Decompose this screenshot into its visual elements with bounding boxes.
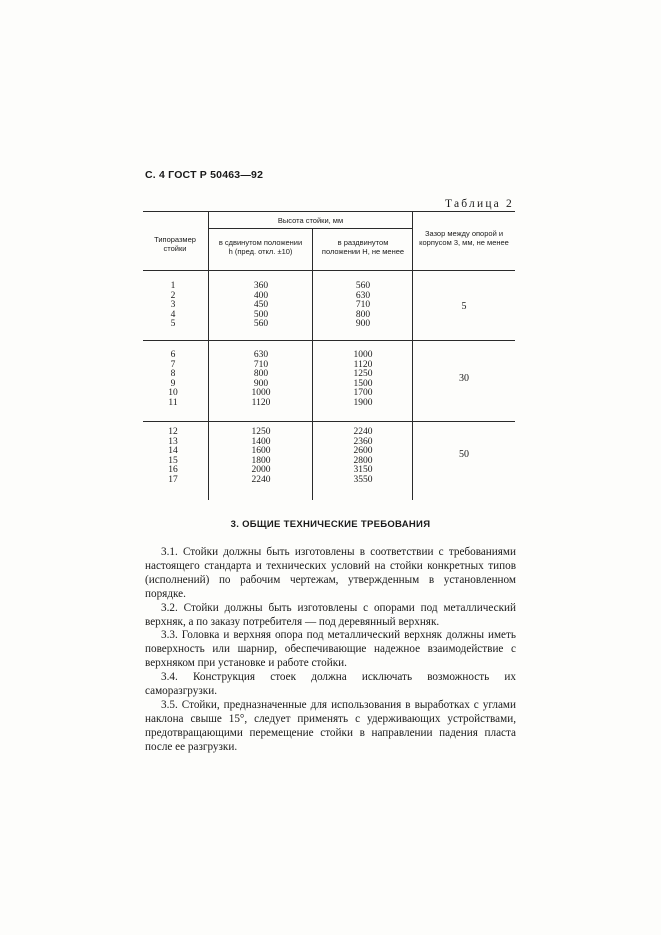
h-cell: 1250 <box>251 427 271 437</box>
group-1-gap: 5 <box>461 301 467 312</box>
H-cell: 3550 <box>353 474 373 485</box>
size-cell: 2 <box>170 290 176 301</box>
size-cell: 1 <box>170 281 176 291</box>
data-table <box>143 211 515 503</box>
H-cell: 1900 <box>353 397 373 408</box>
size-cell: 6 <box>170 350 176 360</box>
h-cell: 1000 <box>251 388 271 398</box>
h-cell: 1400 <box>251 436 271 447</box>
table-top-rule <box>143 211 515 212</box>
size-cell: 15 <box>168 455 178 466</box>
size-cell: 5 <box>170 319 176 329</box>
h-cell: 1800 <box>251 455 271 466</box>
size-cell: 9 <box>170 378 176 389</box>
H-cell: 710 <box>355 300 371 310</box>
paragraph-3-3: 3.3. Головка и верхняя опора под металлический верхняк должны иметь поверхность или шарнир, обеспечивающие надежное взаимодействие с верхняком при установке и работе стойки. <box>145 629 516 670</box>
H-cell: 2800 <box>353 455 373 466</box>
size-cell: 11 <box>168 397 178 408</box>
H-cell: 1120 <box>353 359 373 370</box>
H-cell: 630 <box>355 290 371 301</box>
group-rule-2 <box>143 421 515 422</box>
group-rule-1 <box>143 340 515 341</box>
H-cell: 800 <box>355 309 371 320</box>
H-cell: 2600 <box>353 446 373 456</box>
h-cell: 2000 <box>251 465 271 475</box>
h-cell: 1120 <box>251 397 271 408</box>
h-cell: 450 <box>253 300 269 310</box>
group-2-h <box>243 351 279 408</box>
H-cell: 1000 <box>353 350 373 360</box>
header-height-group: Высота стойки, мм <box>277 216 344 225</box>
group-3-H <box>345 428 381 485</box>
H-cell: 1250 <box>353 369 373 379</box>
header-size: Типоразмер стойки <box>154 235 196 253</box>
col-rule-1 <box>208 211 209 500</box>
size-cell: 7 <box>170 359 176 370</box>
h-cell: 360 <box>253 281 269 291</box>
section-body <box>145 546 516 755</box>
h-cell: 400 <box>253 290 269 301</box>
header-gap: Зазор между опорой и корпусом 3, мм, не менее <box>419 229 509 247</box>
group-1-sizes <box>158 282 188 330</box>
size-cell: 14 <box>168 446 178 456</box>
h-cell: 900 <box>253 378 269 389</box>
H-cell: 2360 <box>353 436 373 447</box>
group-3-h <box>243 428 279 485</box>
size-cell: 13 <box>168 436 178 447</box>
paragraph-3-5: 3.5. Стойки, предназначенные для использования в выработках с углами наклона свыше 15°, следует применять с удерживающих устройствами, предотвращающими перемещение стойки в направлении падения пласта после ее разгрузки. <box>145 698 516 753</box>
H-cell: 3150 <box>353 465 373 475</box>
group-2-H <box>345 351 381 408</box>
H-cell: 1500 <box>353 378 373 389</box>
size-cell: 12 <box>168 427 178 437</box>
group-2-gap: 30 <box>459 373 469 384</box>
paragraph-3-4: 3.4. Конструкция стоек должна исключать возможность их саморазгрузки. <box>145 671 516 698</box>
table-label: Таблица 2 <box>445 198 514 210</box>
h-cell: 2240 <box>251 474 271 485</box>
section-title: 3. ОБЩИЕ ТЕХНИЧЕСКИЕ ТРЕБОВАНИЯ <box>230 519 431 530</box>
size-cell: 4 <box>170 309 176 320</box>
H-cell: 2240 <box>353 427 373 437</box>
size-cell: 3 <box>170 300 176 310</box>
header-extended: в раздвинутом положении H, не менее <box>321 238 405 256</box>
header-inner-rule <box>208 228 412 229</box>
H-cell: 1700 <box>353 388 373 398</box>
h-cell: 630 <box>253 350 269 360</box>
H-cell: 560 <box>355 281 371 291</box>
group-3-sizes <box>158 428 188 485</box>
h-cell: 710 <box>253 359 269 370</box>
col-rule-2 <box>312 229 313 500</box>
H-cell: 900 <box>355 319 371 329</box>
h-cell: 560 <box>253 319 269 329</box>
group-3-gap: 50 <box>459 449 469 460</box>
size-cell: 8 <box>170 369 176 379</box>
header-bottom-rule <box>143 270 515 271</box>
header-collapsed: в сдвинутом положении h (пред. откл. ±10) <box>218 238 303 256</box>
page-header: С. 4 ГОСТ Р 50463—92 <box>145 169 264 181</box>
h-cell: 1600 <box>251 446 271 456</box>
col-rule-3 <box>412 211 413 500</box>
size-cell: 10 <box>168 388 178 398</box>
group-2-sizes <box>158 351 188 408</box>
group-1-H <box>345 282 381 330</box>
size-cell: 17 <box>168 474 178 485</box>
h-cell: 800 <box>253 369 269 379</box>
h-cell: 500 <box>253 309 269 320</box>
group-1-h <box>243 282 279 330</box>
size-cell: 16 <box>168 465 178 475</box>
paragraph-3-1: 3.1. Стойки должны быть изготовлены в соответствии с требованиями настоящего стандарта и технических условий на стойки конкретных типов (исполнений) по рабочим чертежам, утвержденным в установленном порядке. <box>145 546 516 600</box>
paragraph-3-2: 3.2. Стойки должны быть изготовлены с опорами под металлический верхняк, а по заказу потребителя — под деревянный верхняк. <box>145 601 516 628</box>
